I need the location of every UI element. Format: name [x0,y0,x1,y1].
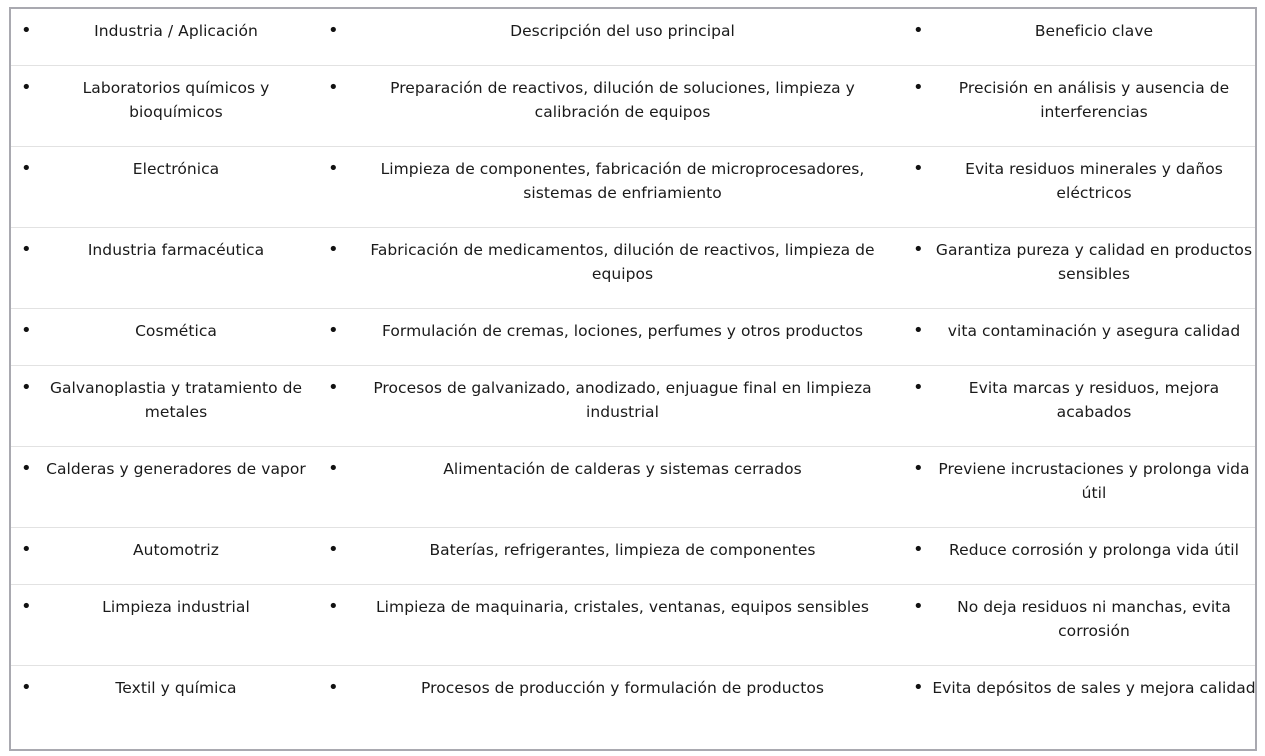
industry-text: Textil y química [115,679,237,697]
bullet-icon: • [328,77,339,98]
benefit-text: vita contaminación y asegura calidad [947,322,1241,340]
cell-description [316,447,898,527]
cell-benefit [898,309,1255,365]
industry-text: Automotriz [133,541,219,559]
cell-benefit [898,147,1255,227]
bullet-icon: • [21,377,32,398]
cell-benefit [898,528,1255,584]
cell-industry [11,366,316,446]
cell-description [316,528,898,584]
table-row [11,147,1255,228]
bullet-icon: • [328,239,339,260]
cell-description [316,585,898,665]
bullet-icon: • [328,677,339,698]
industry-text: Industria farmacéutica [87,241,265,259]
cell-industry [11,528,316,584]
table-row [11,228,1255,309]
description-text: Baterías, refrigerantes, limpieza de componentes [429,541,816,559]
description-text: Alimentación de calderas y sistemas cerrados [443,460,802,478]
cell-industry [11,585,316,665]
bullet-icon: • [328,158,339,179]
description-text: Formulación de cremas, lociones, perfumes y otros productos [381,322,863,340]
header-industry: Industria / Aplicación [94,22,258,40]
table-row [11,366,1255,447]
bullet-icon: • [21,77,32,98]
header-description: Descripción del uso principal [510,22,735,40]
industry-text: Limpieza industrial [102,598,250,616]
cell-description [316,309,898,365]
table-frame [9,7,1257,751]
description-text: Procesos de galvanizado, anodizado, enjuague final en limpieza industrial [373,379,872,421]
industry-text: Cosmética [135,322,217,340]
cell-description [316,666,898,747]
bullet-icon: • [21,239,32,260]
header-cell-benefit [898,9,1255,65]
bullet-icon: • [913,539,924,560]
cell-description [316,147,898,227]
description-text: Preparación de reactivos, dilución de soluciones, limpieza y calibración de equipos [390,79,855,121]
cell-industry [11,309,316,365]
bullet-icon: • [21,539,32,560]
bullet-icon: • [328,596,339,617]
bullet-icon: • [21,20,32,41]
bullet-icon: • [913,20,924,41]
industry-text: Electrónica [132,160,220,178]
header-benefit: Beneficio clave [1034,22,1154,40]
cell-benefit [898,228,1255,308]
cell-description [316,66,898,146]
bullet-icon: • [328,377,339,398]
benefit-text: Previene incrustaciones y prolonga vida útil [938,460,1250,502]
bullet-icon: • [913,596,924,617]
applications-table [11,9,1255,749]
benefit-text: Evita marcas y residuos, mejora acabados [968,379,1220,421]
description-text: Limpieza de maquinaria, cristales, ventanas, equipos sensibles [376,598,869,616]
bullet-icon: • [913,239,924,260]
cell-industry [11,666,316,747]
benefit-text: Garantiza pureza y calidad en productos sensibles [935,241,1253,283]
table-row [11,585,1255,666]
bullet-icon: • [328,20,339,41]
industry-text: Galvanoplastia y tratamiento de metales [49,379,303,421]
bullet-icon: • [21,677,32,698]
cell-benefit [898,666,1255,747]
bullet-icon: • [913,77,924,98]
bullet-icon: • [21,320,32,341]
industry-text: Calderas y generadores de vapor [46,460,306,478]
cell-benefit [898,66,1255,146]
description-text: Limpieza de componentes, fabricación de microprocesadores, sistemas de enfriamiento [380,160,865,202]
header-cell-description [316,9,898,65]
cell-industry [11,66,316,146]
industry-text: Laboratorios químicos y bioquímicos [82,79,270,121]
bullet-icon: • [913,320,924,341]
table-row [11,666,1255,747]
table-row [11,66,1255,147]
cell-benefit [898,447,1255,527]
table-row [11,528,1255,585]
bullet-icon: • [21,458,32,479]
cell-benefit [898,366,1255,446]
benefit-text: No deja residuos ni manchas, evita corrosión [957,598,1231,640]
cell-description [316,366,898,446]
description-text: Fabricación de medicamentos, dilución de reactivos, limpieza de equipos [370,241,875,283]
benefit-text: Evita residuos minerales y daños eléctricos [965,160,1223,202]
table-header-row [11,9,1255,66]
bullet-icon: • [913,158,924,179]
benefit-text: Reduce corrosión y prolonga vida útil [949,541,1239,559]
cell-industry [11,228,316,308]
header-cell-industry [11,9,316,65]
cell-description [316,228,898,308]
bullet-icon: • [913,377,924,398]
cell-industry [11,447,316,527]
bullet-icon: • [328,539,339,560]
table-row [11,309,1255,366]
benefit-text: Evita depósitos de sales y mejora calidad [932,679,1256,697]
description-text: Procesos de producción y formulación de productos [421,679,824,697]
table-row [11,447,1255,528]
cell-industry [11,147,316,227]
bullet-icon: • [21,596,32,617]
bullet-icon: • [913,677,924,698]
bullet-icon: • [913,458,924,479]
bullet-icon: • [328,320,339,341]
bullet-icon: • [21,158,32,179]
bullet-icon: • [328,458,339,479]
cell-benefit [898,585,1255,665]
benefit-text: Precisión en análisis y ausencia de interferencias [958,79,1230,121]
